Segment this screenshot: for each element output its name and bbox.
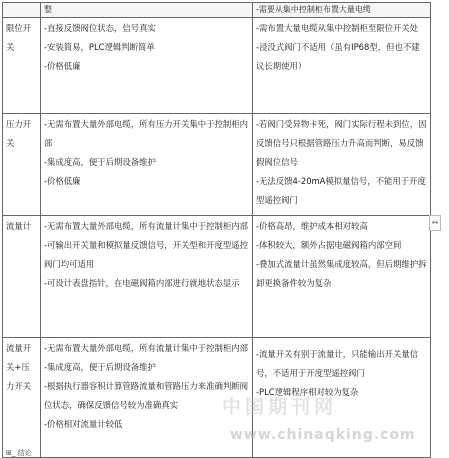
- table-header-row: [3, 3, 431, 18]
- advantage-item: -集成度高，便于后期设备维护: [44, 157, 156, 167]
- disadvantage-item: -无法反馈4-20mA模拟量信号，不能用于开度型遥控阀门: [256, 176, 426, 205]
- advantage-item: -可设计表盘指针，在电磁阀箱内部进行就地状态显示: [44, 278, 240, 288]
- disadvantage-item: -PLC逻辑程序相对较为复杂: [256, 387, 359, 397]
- header-cell-2: -需要从集中控制柜布置大量电缆: [253, 3, 431, 18]
- disadvantage-item: -若阀门受异物卡死，阀门实际行程未到位，因反馈信号只根据管路压力升高而判断，易反馈假阀位信号: [256, 119, 427, 167]
- disadvantages-cell: [253, 114, 431, 216]
- watermark-chinese: 中国期刊网: [222, 396, 338, 418]
- row-label: 限位开关: [3, 18, 41, 114]
- advantage-item: -可输出开关量和模拟量反馈信号，开关型和开度型遥控阀门均可适用: [44, 240, 249, 269]
- watermark-url: www.chinaqking.com: [230, 427, 416, 443]
- header-cell-0: [3, 3, 41, 18]
- disadvantage-item: -需布置大量电缆从集中控制柜至限位开关处: [256, 23, 419, 33]
- disadvantage-item: -浸没式阀门不适用（虽有IP68型，但也不建议长期使用）: [256, 42, 420, 71]
- advantage-item: -价格相对流量计较低: [44, 419, 123, 429]
- disadvantage-item: -体积较大，额外占据电磁阀箱内部空间: [256, 240, 402, 250]
- table-row: [3, 216, 431, 338]
- advantage-item: -直接反馈阀位状态，信号真实: [44, 23, 156, 33]
- table-resize-handle[interactable]: ↔: [429, 215, 441, 231]
- advantage-item: -无需布置大量外部电缆，所有压力开关集中于控制柜内部: [44, 119, 249, 148]
- advantages-cell: [41, 338, 253, 458]
- disadvantage-item: -价格高昂，维护成本相对较高: [256, 221, 368, 231]
- comparison-table: [2, 2, 431, 458]
- footer-heading-fragment: ⊞_ 结论: [6, 449, 32, 457]
- advantage-item: -价格低廉: [44, 176, 81, 186]
- row-label: 流量开关+压力开关: [3, 338, 41, 458]
- advantages-cell: [41, 216, 253, 338]
- row-label: 压力开关: [3, 114, 41, 216]
- disadvantages-cell: [253, 18, 431, 114]
- table-row: [3, 18, 431, 114]
- disadvantage-item: -流量开关有别于流量计，只能输出开关量信号，不适用于开度型遥控阀门: [256, 349, 419, 378]
- header-cell-1: 整: [41, 3, 253, 18]
- advantages-cell: [41, 18, 253, 114]
- advantage-item: -安装简易，PLC逻辑判断简单: [44, 42, 155, 52]
- table-row: [3, 114, 431, 216]
- advantage-item: -集成度高，便于后期设备维护: [44, 362, 156, 372]
- advantage-item: -无需布置大量外部电缆，所有流量计集中于控制柜内部: [44, 221, 249, 231]
- disadvantages-cell: [253, 216, 431, 338]
- row-label: 流量计: [3, 216, 41, 338]
- advantages-cell: [41, 114, 253, 216]
- advantage-item: -根据执行器容积计算管路流量和管路压力来准确判断阀位状态，确保反馈信号较为准确真实: [44, 381, 249, 410]
- advantage-item: -价格低廉: [44, 61, 81, 71]
- disadvantage-item: -叠加式流量计虽然集成度较高，但后期维护拆卸更换备件较为复杂: [256, 259, 427, 288]
- advantage-item: -无需布置大量外部电缆，所有流量计集中于控制柜内部: [44, 343, 249, 353]
